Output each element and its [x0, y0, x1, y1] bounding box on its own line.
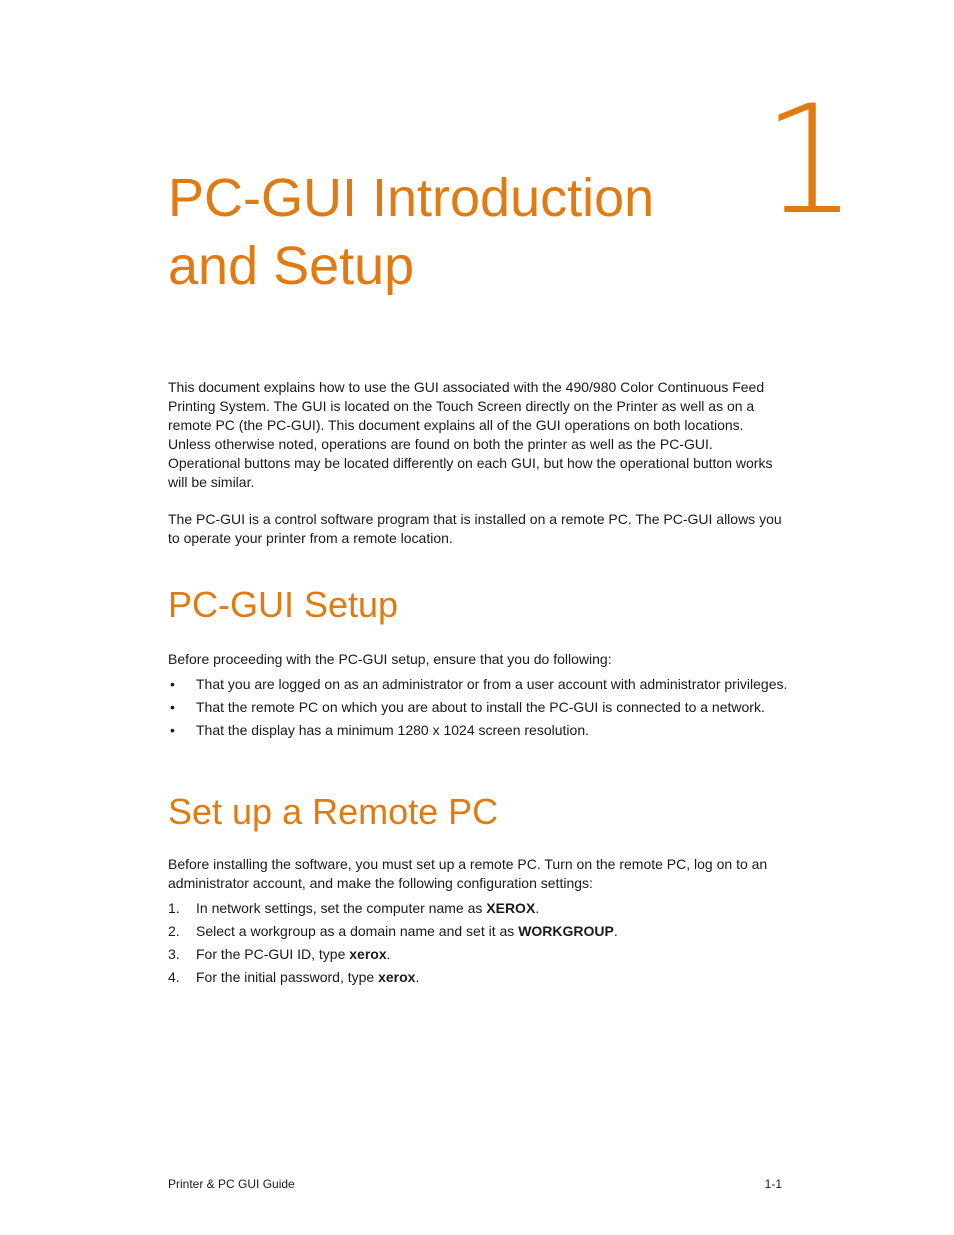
list-item-text: That you are logged on as an administrator or from a user account with administrator privileges. [196, 676, 788, 692]
pc-gui-setup-section [168, 585, 788, 744]
bullet-marker: • [170, 699, 175, 715]
pc-gui-setup-lead: Before proceeding with the PC-GUI setup, ensure that you do following: [168, 651, 612, 667]
chapter-title [168, 164, 728, 300]
list-item [168, 899, 788, 918]
step-number: 3. [168, 946, 180, 962]
step-text: Select a workgroup as a domain name and set it as [196, 923, 519, 939]
step-text: For the PC-GUI ID, type [196, 946, 350, 962]
step-punctuation: . [535, 900, 540, 916]
prerequisite-list [168, 675, 788, 740]
list-item-text: That the remote PC on which you are about to install the PC-GUI is connected to a network. [196, 699, 765, 715]
intro-paragraph-1: This document explains how to use the GUI associated with the 490/980 Color Continuous Feed Printing System. The GUI is located on the Touch Screen directly on the Printer as well as on a remote PC (the PC-GUI). This document explains all of the GUI operations on both locations. Unless otherwise noted, operations are found on both the printer as well as the PC-GUI. Operational buttons may be located differently on each GUI, but how the operational button works will be similar. [168, 379, 773, 490]
step-keyword: XEROX [486, 900, 536, 916]
step-text: For the initial password, type [196, 969, 379, 985]
chapter-title-line2: and Setup [168, 236, 415, 296]
page-footer [168, 1176, 782, 1192]
list-item-text: That the display has a minimum 1280 x 1024 screen resolution. [196, 722, 589, 738]
step-number: 2. [168, 923, 180, 939]
list-item [168, 945, 788, 964]
list-item [168, 721, 788, 740]
bullet-marker: • [170, 676, 175, 692]
list-item [168, 675, 788, 694]
bullet-marker: • [170, 722, 175, 738]
step-punctuation: . [415, 969, 420, 985]
step-keyword: xerox [349, 946, 387, 962]
step-keyword: WORKGROUP [518, 923, 614, 939]
remote-pc-section [168, 792, 788, 991]
step-punctuation: . [613, 923, 618, 939]
step-number: 1. [168, 900, 180, 916]
intro-paragraph-2: The PC-GUI is a control software program that is installed on a remote PC. The PC-GUI allows you to operate your printer from a remote location. [168, 511, 782, 546]
chapter-title-line1: PC-GUI Introduction [168, 168, 655, 228]
remote-pc-heading: Set up a Remote PC [168, 791, 499, 832]
step-keyword: xerox [378, 969, 416, 985]
step-number: 4. [168, 969, 180, 985]
list-item [168, 922, 788, 941]
footer-guide-title: Printer & PC GUI Guide [168, 1177, 295, 1191]
list-item [168, 698, 788, 717]
list-item [168, 968, 788, 987]
page-number: 1-1 [764, 1177, 782, 1191]
remote-pc-lead: Before installing the software, you must set up a remote PC. Turn on the remote PC, log on to an administrator account, and make the following configuration settings: [168, 856, 768, 891]
configuration-steps [168, 899, 788, 987]
step-punctuation: . [386, 946, 391, 962]
step-text: In network settings, set the computer name as [196, 900, 487, 916]
intro-section [168, 378, 788, 548]
chapter-number: 1 [762, 74, 858, 248]
pc-gui-setup-heading: PC-GUI Setup [168, 584, 399, 625]
